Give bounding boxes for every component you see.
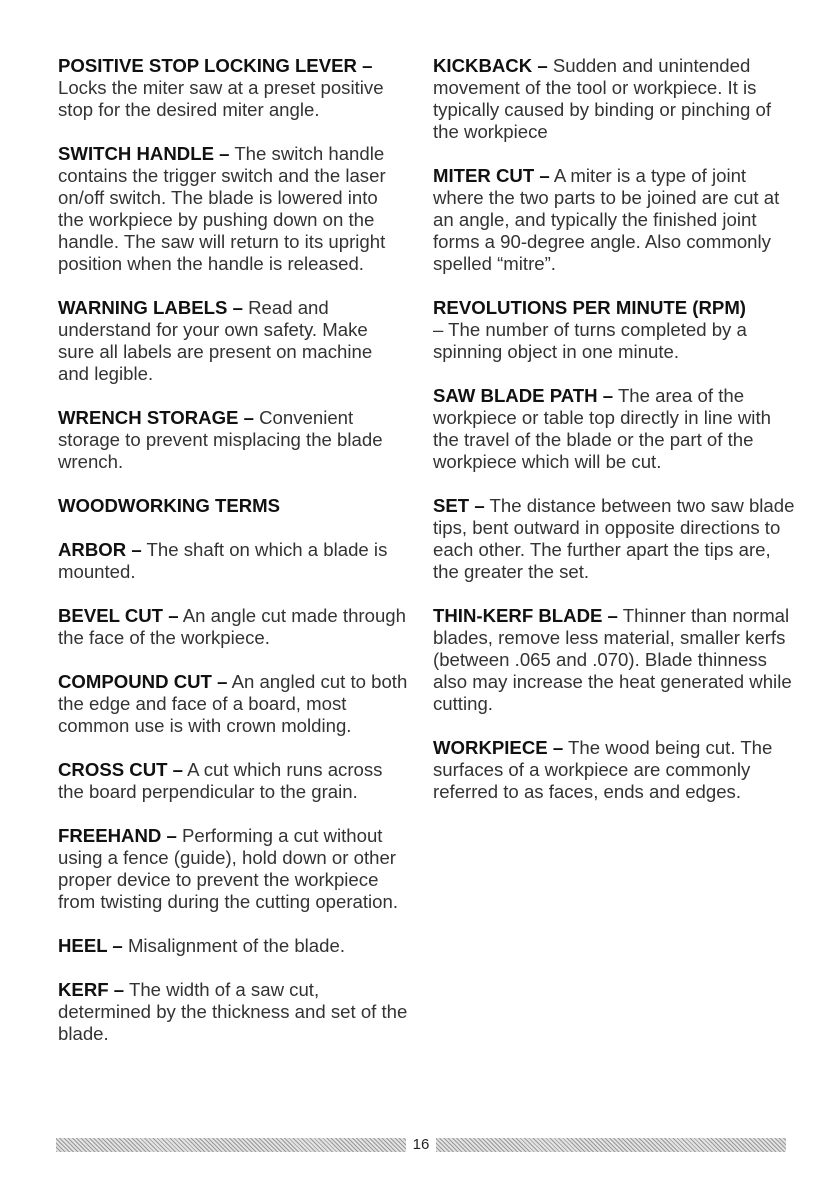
glossary-term: KICKBACK –	[433, 55, 548, 76]
glossary-entry	[433, 165, 795, 275]
glossary-definition: Convenient storage to prevent misplacing the blade wrench.	[58, 407, 383, 472]
glossary-term: MITER CUT –	[433, 165, 550, 186]
glossary-entry	[433, 55, 795, 143]
page-number: 16	[412, 1136, 430, 1153]
glossary-definition: The shaft on which a blade is mounted.	[58, 539, 388, 582]
glossary-entry	[58, 825, 408, 913]
glossary-definition: Locks the miter saw at a preset positive stop for the desired miter angle.	[58, 77, 384, 120]
glossary-entry	[433, 495, 795, 583]
right-column	[433, 55, 795, 825]
glossary-term: BEVEL CUT –	[58, 605, 179, 626]
glossary-entry	[58, 297, 408, 385]
glossary-term: THIN-KERF BLADE –	[433, 605, 618, 626]
glossary-definition: The switch handle contains the trigger switch and the laser on/off switch. The blade is lowered into the workpiece by pushing down on the handle. The saw will return to its upright position when the handle is released.	[58, 143, 386, 274]
glossary-term: SET –	[433, 495, 485, 516]
glossary-term: ARBOR –	[58, 539, 142, 560]
glossary-definition: The width of a saw cut, determined by the thickness and set of the blade.	[58, 979, 408, 1044]
glossary-term: KERF –	[58, 979, 125, 1000]
glossary-term: REVOLUTIONS PER MINUTE (RPM)	[433, 297, 746, 318]
glossary-definition: Misalignment of the blade.	[127, 935, 345, 956]
glossary-definition: The distance between two saw blade tips, bent outward in opposite directions to each other. The further apart the tips are, the greater the set.	[433, 495, 795, 582]
glossary-term: CROSS CUT –	[58, 759, 184, 780]
glossary-entry	[58, 979, 408, 1045]
footer-bar-right	[436, 1138, 786, 1152]
glossary-entry	[58, 605, 408, 649]
glossary-entry	[433, 737, 795, 803]
glossary-term: HEEL –	[58, 935, 123, 956]
left-entries-bottom	[58, 539, 408, 1045]
glossary-entry	[433, 385, 795, 473]
glossary-term: COMPOUND CUT –	[58, 671, 228, 692]
glossary-definition: Thinner than normal blades, remove less material, smaller kerfs (between .065 and .070). Blade thinness also may increase the heat generated while cutting.	[433, 605, 792, 714]
glossary-definition: The wood being cut. The surfaces of a workpiece are commonly referred to as faces, ends and edges.	[433, 737, 773, 802]
glossary-entry	[58, 55, 408, 121]
glossary-term: SWITCH HANDLE –	[58, 143, 230, 164]
footer-bar-left	[56, 1138, 406, 1152]
section-heading: WOODWORKING TERMS	[58, 495, 281, 516]
page-footer	[56, 1137, 786, 1153]
glossary-term: WARNING LABELS –	[58, 297, 243, 318]
glossary-definition: – The number of turns completed by a spinning object in one minute.	[433, 319, 747, 362]
glossary-definition: Performing a cut without using a fence (guide), hold down or other proper device to prevent the workpiece from twisting during the cutting operation.	[58, 825, 399, 912]
glossary-definition: Sudden and unintended movement of the tool or workpiece. It is typically caused by binding or pinching of the workpiece	[433, 55, 771, 142]
glossary-entry	[58, 143, 408, 275]
glossary-definition: Read and understand for your own safety. Make sure all labels are present on machine and legible.	[58, 297, 373, 384]
glossary-term: SAW BLADE PATH –	[433, 385, 614, 406]
glossary-entry	[433, 297, 795, 363]
glossary-term: WORKPIECE –	[433, 737, 564, 758]
glossary-term: POSITIVE STOP LOCKING LEVER –	[58, 55, 373, 76]
glossary-entry	[433, 605, 795, 715]
glossary-entry	[58, 759, 408, 803]
glossary-definition: An angle cut made through the face of the workpiece.	[58, 605, 406, 648]
glossary-entry	[58, 671, 408, 737]
glossary-entry	[58, 935, 408, 957]
glossary-definition: The area of the workpiece or table top directly in line with the travel of the blade or the part of the workpiece which will be cut.	[433, 385, 771, 472]
glossary-definition: A cut which runs across the board perpendicular to the grain.	[58, 759, 383, 802]
left-entries-top	[58, 55, 408, 473]
glossary-term: WRENCH STORAGE –	[58, 407, 254, 428]
glossary-entry	[58, 407, 408, 473]
glossary-entry	[58, 539, 408, 583]
glossary-definition: A miter is a type of joint where the two parts to be joined are cut at an angle, and typically the finished joint forms a 90-degree angle. Also commonly spelled “mitre”.	[433, 165, 780, 274]
glossary-definition: An angled cut to both the edge and face of a board, most common use is with crown molding.	[58, 671, 408, 736]
glossary-term: FREEHAND –	[58, 825, 177, 846]
left-column	[58, 55, 408, 1067]
